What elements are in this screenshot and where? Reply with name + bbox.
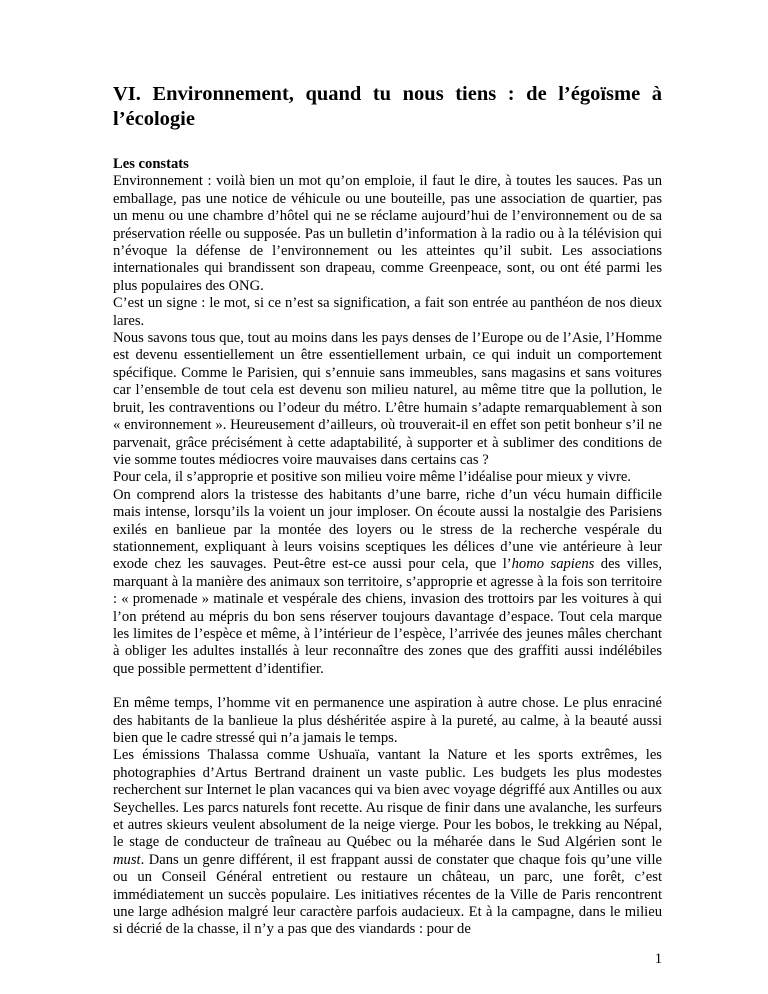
paragraph-approprie: Pour cela, il s’approprie et positive son milieu voire même l’idéalise pour mieux y vivre. — [113, 469, 631, 486]
paragraph-environnement: Environnement : voilà bien un mot qu’on emploie, il faut le dire, à toutes les sauces. Pas un emballage, pas une notice de véhicule ou une bouteille, pas une association de quartier, pas un menu ou une chambre d’hôtel qui ne se réclame aujourd’hui de l’environnement ou de sa préservation réelle ou supposée. Pas un bulletin d’information à la radio ou à la télévision qui n’évoque la défense de l’environnement ou les atteintes qu’il subit. Les associations internationales qui brandissent son drapeau, comme Greenpeace, sont, ou ont été parmi les plus populaires des ONG. — [113, 173, 662, 294]
document-title: VI. Environnement, quand tu nous tiens : de l’égoïsme à l’écologie — [113, 83, 662, 130]
paragraph-urbain: Nous savons tous que, tout au moins dans les pays denses de l’Europe ou de l’Asie, l’Homme est devenu essentiellement un être essentiellement urbain, ce qui induit un comportement spécifique. Comme le Parisien, qui s’ennuie sans immeubles, sans magasins et sans voitures car l’ensemble de tout cela est devenu son milieu naturel, au même titre que la pollution, le bruit, les contraventions ou l’odeur du métro. L’être humain s’adapte remarquablement à son « environnement ». Heureusement d’ailleurs, où trouverait-il en effet son petit bonheur s’il ne parvenait, grâce précisément à cette adaptabilité, à supporter et à sublimer des conditions de vie somme toutes médiocres voire mauvaises dans certains cas ? — [113, 330, 662, 468]
paragraph-emissions — [113, 747, 662, 938]
paragraph-tristesse-end: des villes, marquant à la manière des animaux son territoire, s’approprie et agresse à la fois son territoire : « promenade » matinale et vespérale des chiens, invasion des trottoirs par les voitures à qui l’on prétend au mépris du bon sens réserver toujours davantage d’espace. Tout cela marque les limites de l’espèce et même, à l’intérieur de l’espèce, l’arrivée des jeunes mâles cherchant à obliger les adultes installés à leur reconnaître des zones que des graffiti aussi indélébiles que possible permettent d’identifier. — [113, 556, 662, 677]
paragraph-spacer — [113, 678, 662, 695]
page-number: 1 — [654, 951, 662, 967]
paragraph-emissions-start: Les émissions Thalassa comme Ushuaïa, vantant la Nature et les sports extrêmes, les photographies d’Artus Bertrand drainent un vaste public. Les budgets les plus modestes recherchent sur Internet le plan vacances qui va bien avec voyage dégriffé aux Antilles ou aux Seychelles. Les parcs naturels font recette. Au risque de finir dans une avalanche, les surfeurs et autres skieurs veulent absolument de la neige vierge. Pour les bobos, le trekking au Népal, le stage de conducteur de traîneau au Québec ou la méharée dans le Sud Algérien sont le — [113, 747, 662, 851]
paragraph-signe: C’est un signe : le mot, si ce n’est sa signification, a fait son entrée au panthéon de nos dieux lares. — [113, 295, 662, 329]
paragraph-tristesse-start: On comprend alors la tristesse des habitants d’une barre, riche d’un vécu humain difficile mais intense, lorsqu’ils la voient un jour imploser. On écoute aussi la nostalgie des Parisiens exilés en banlieue par la montée des loyers ou le stress de la recherche vespérale du stationnement, expliquant à leurs voisins sceptiques les délices d’une vie antérieure à leur exode chez les sauvages. Peut-être est-ce aussi pour cela, que l’ — [113, 486, 662, 573]
paragraph-emissions-end: . Dans un genre différent, il est frappant aussi de constater que chaque fois qu’une ville ou un Conseil Général entretient ou restaure un château, un parc, une forêt, c’est immédiatement un succès populaire. Les initiatives récentes de la Ville de Paris rencontrent une large adhésion malgré leur caractère parfois audacieux. Et à la campagne, dans le milieu si décrié de la chasse, il n’y a pas que des viandards : pour de — [113, 851, 662, 938]
homo-sapiens-emphasis: homo sapiens — [511, 556, 595, 573]
paragraph-aspiration: En même temps, l’homme vit en permanence une aspiration à autre chose. Le plus enraciné des habitants de la banlieue la plus déshéritée aspire à la pureté, au calme, à la beauté aussi bien que le cadre stressé qui n’a jamais le temps. — [113, 695, 662, 746]
paragraph-tristesse — [113, 487, 662, 678]
must-emphasis: must — [113, 851, 141, 868]
section-title: Les constats — [113, 156, 189, 172]
document-body — [113, 156, 662, 939]
